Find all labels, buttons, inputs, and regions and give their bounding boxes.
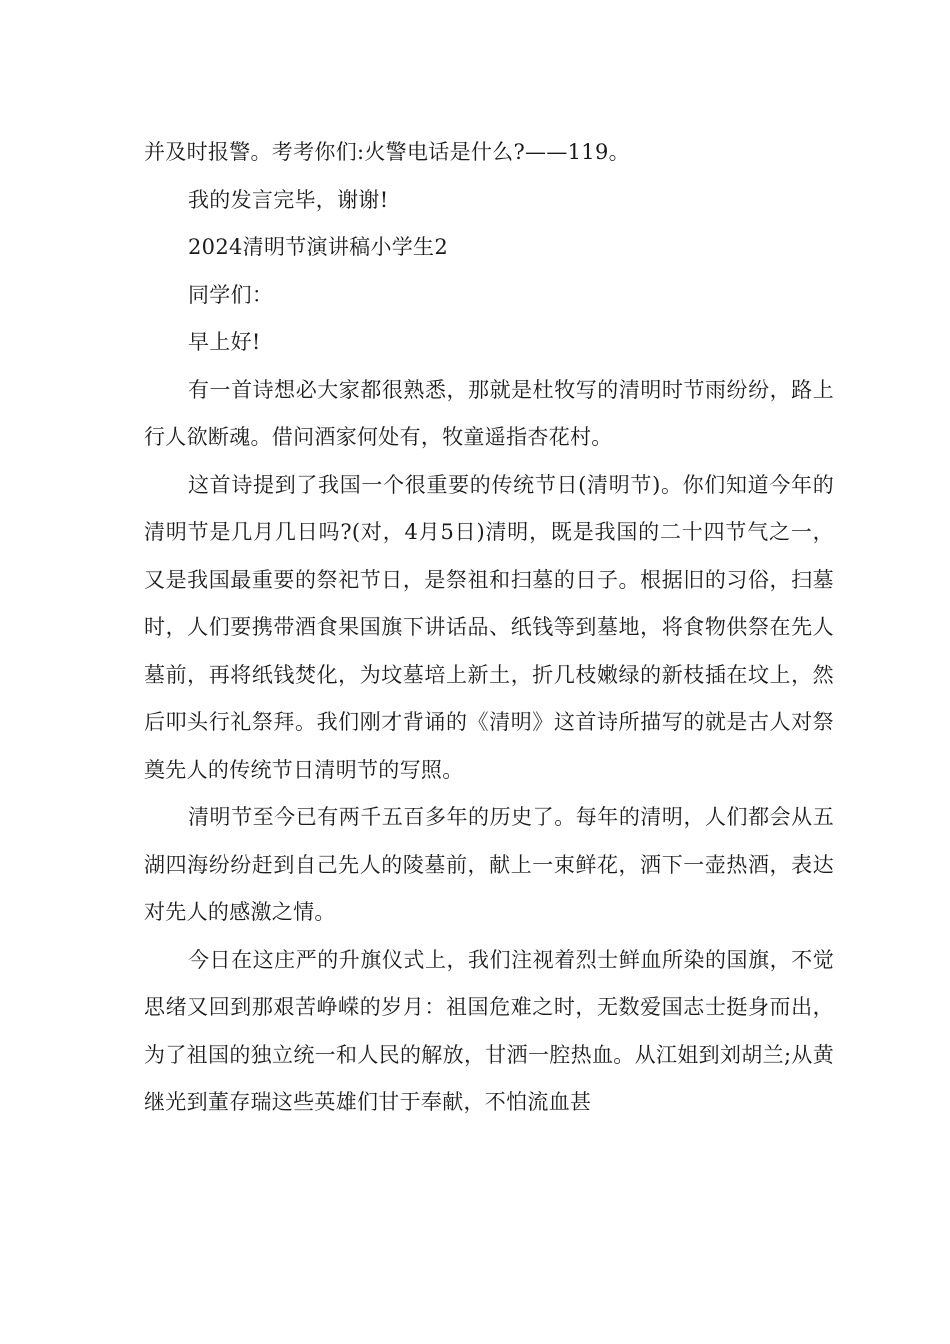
paragraph-closing: 我的发言完毕，谢谢! bbox=[188, 187, 389, 212]
paragraph-flag-ceremony: 今日在这庄严的升旗仪式上，我们注视着烈士鲜血所染的国旗，不觉思绪又回到那艰苦峥嵘的岁月：祖国危难之时，无数爱国志士挺身而出，为了祖国的独立统一和人民的解放，甘洒一腔热血。从江姐到刘胡兰;从黄继光到董存瑞这些英雄们甘于奉献，不怕流血甚 bbox=[144, 947, 834, 1114]
paragraph-greeting: 早上好! bbox=[188, 330, 261, 354]
paragraph-salutation: 同学们： bbox=[188, 282, 274, 307]
paragraph-festival-description: 这首诗提到了我国一个很重要的传统节日(清明节)。你们知道今年的清明节是几月几日吗?(对，4月5日)清明，既是我国的二十四节气之一，又是我国最重要的祭祀节日，是祭祖和扫墓的日子。根据旧的习俗，扫墓时，人们要携带酒食果国旗下讲话品、纸钱等到墓地，将食物供祭在先人墓前，再将纸钱焚化，为坟墓培上新土，折几枝嫩绿的新枝插在坟上，然后叩头行礼祭拜。我们刚才背诵的《清明》这首诗所描写的就是古人对祭奠先人的传统节日清明节的写照。 bbox=[144, 472, 834, 782]
paragraph-poem-intro: 有一首诗想必大家都很熟悉，那就是杜牧写的清明时节雨纷纷，路上行人欲断魂。借问酒家何处有，牧童遥指杏花村。 bbox=[144, 377, 834, 449]
paragraph-history: 清明节至今已有两千五百多年的历史了。每年的清明，人们都会从五湖四海纷纷赶到自己先人的陵墓前，献上一束鲜花，洒下一壶热酒，表达对先人的感激之情。 bbox=[144, 805, 834, 924]
paragraph-continuation: 并及时报警。考考你们:火警电话是什么?——119。 bbox=[144, 140, 630, 164]
section-heading: 2024清明节演讲稿小学生2 bbox=[188, 235, 449, 259]
document-body bbox=[144, 129, 834, 1127]
